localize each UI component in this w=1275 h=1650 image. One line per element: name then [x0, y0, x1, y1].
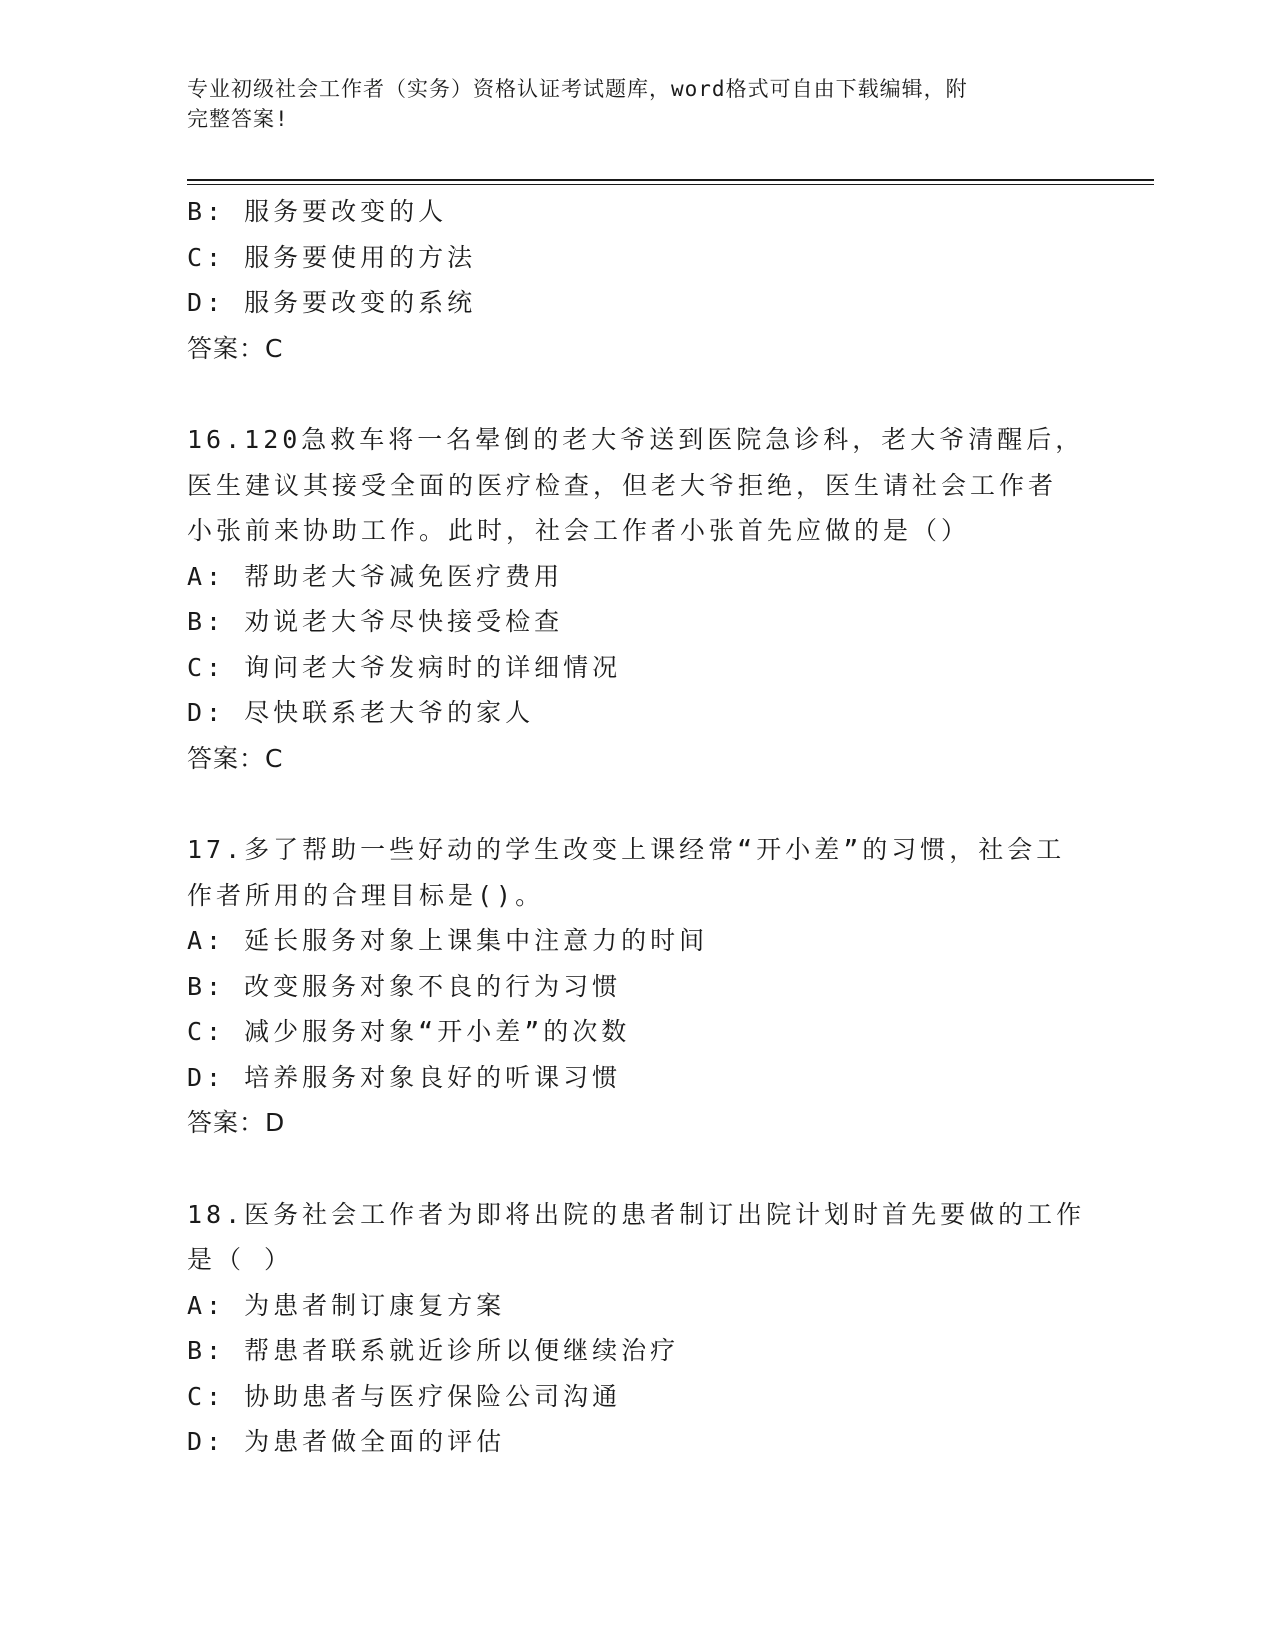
answer: 答案：D	[187, 1108, 286, 1137]
option-a: A: 延长服务对象上课集中注意力的时间	[187, 926, 709, 955]
option-d: D: 为患者做全面的评估	[187, 1427, 506, 1456]
question-stem-line: 17.多了帮助一些好动的学生改变上课经常“开小差”的习惯，社会工	[187, 835, 1066, 864]
header-line-1: 专业初级社会工作者（实务）资格认证考试题库，word格式可自由下载编辑，附	[187, 77, 968, 101]
header-divider-thin	[187, 184, 1154, 185]
option-c: C: 询问老大爷发病时的详细情况	[187, 652, 622, 682]
question-18	[187, 1192, 1087, 1465]
option-c: C: 协助患者与医疗保险公司沟通	[187, 1381, 622, 1411]
option-d: D: 服务要改变的系统	[187, 288, 477, 317]
answer: 答案：C	[187, 333, 284, 363]
option-b: B: 劝说老大爷尽快接受检查	[187, 607, 564, 636]
header-divider-thick	[187, 179, 1154, 181]
option-a: A: 为患者制订康复方案	[187, 1290, 506, 1320]
question-stem-line: 是（ ）	[187, 1245, 294, 1274]
option-b: B: 改变服务对象不良的行为习惯	[187, 971, 622, 1001]
header-line-2: 完整答案!	[187, 107, 289, 131]
option-d: D: 尽快联系老大爷的家人	[187, 698, 535, 727]
option-b: B: 帮患者联系就近诊所以便继续治疗	[187, 1336, 680, 1365]
option-c: C: 服务要使用的方法	[187, 242, 477, 272]
question-stem-line: 16.120急救车将一名晕倒的老大爷送到医院急诊科，老大爷清醒后，	[187, 425, 1085, 454]
option-a: A: 帮助老大爷减免医疗费用	[187, 561, 564, 591]
option-c: C: 减少服务对象“开小差”的次数	[187, 1017, 631, 1046]
question-stem-line: 小张前来协助工作。此时，社会工作者小张首先应做的是（）	[187, 516, 971, 545]
page-header	[187, 74, 1067, 134]
question-stem-line: 医生建议其接受全面的医疗检查，但老大爷拒绝，医生请社会工作者	[187, 470, 1058, 500]
question-17	[187, 827, 1087, 1146]
option-b: B: 服务要改变的人	[187, 197, 448, 226]
question-stem-line: 18.医务社会工作者为即将出院的患者制订出院计划时首先要做的工作	[187, 1199, 1086, 1229]
prev-question	[187, 189, 1087, 371]
question-content	[187, 189, 1087, 1465]
answer: 答案：C	[187, 743, 284, 773]
question-stem-line: 作者所用的合理目标是()。	[187, 880, 545, 910]
question-16	[187, 417, 1087, 781]
option-d: D: 培养服务对象良好的听课习惯	[187, 1062, 622, 1092]
